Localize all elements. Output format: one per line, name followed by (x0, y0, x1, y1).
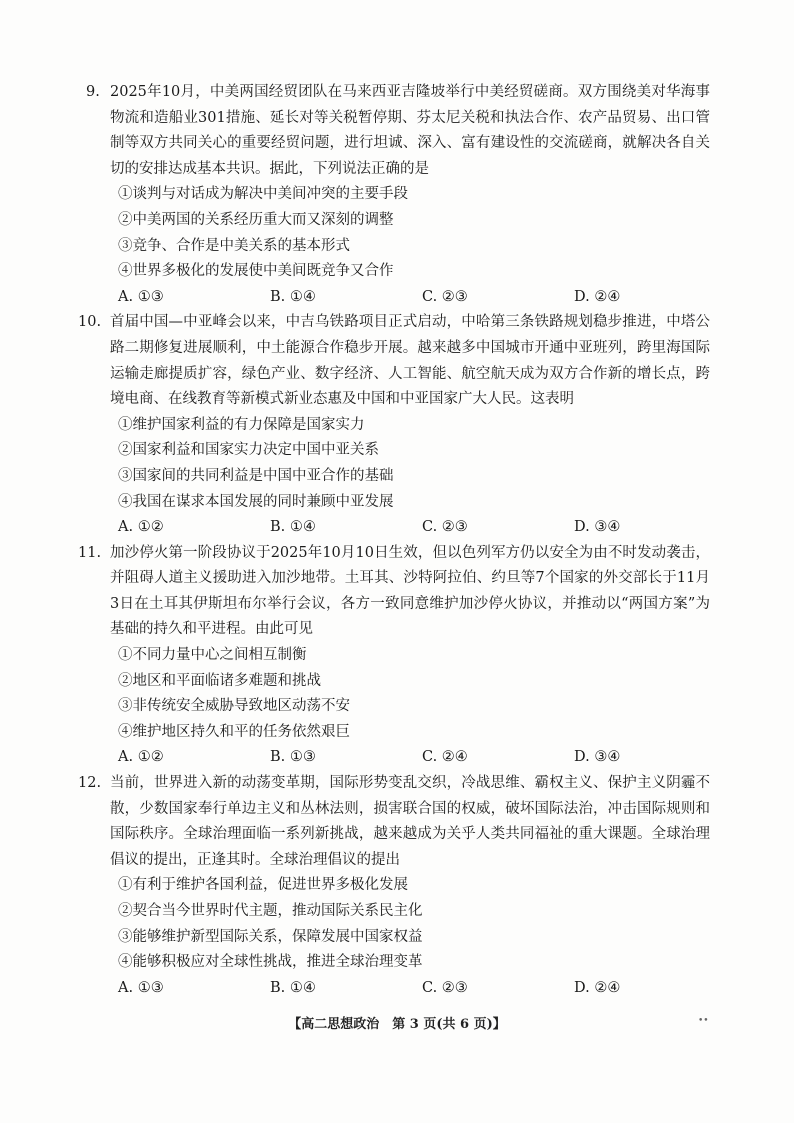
question-number: 10. (78, 314, 102, 331)
question-12 (78, 771, 710, 1001)
statement-item: ②契合当今世界时代主题，推动国际关系民主化 (118, 903, 423, 919)
choice-c[interactable]: C. ②③ (422, 979, 468, 996)
question-text: 2025年10月，中美两国经贸团队在马来西亚吉隆坡举行中美经贸磋商。双方围绕美对华海事物流和造船业301措施、延长对等关税暂停期、芬太尼关税和执法合作、农产品贸易、出口管制等双方共同关心的重要经贸问题，进行坦诚、深入、富有建设性的交流磋商，就解决各自关切的安排达成基本共识。据此，下列说法正确的是 (110, 84, 710, 177)
statement-list (88, 413, 710, 515)
question-stem (88, 80, 710, 182)
choice-d[interactable]: D. ②④ (574, 979, 621, 996)
question-stem (78, 541, 710, 643)
statement-item: ③国家间的共同利益是中国中亚合作的基础 (118, 467, 394, 484)
question-number: 11. (78, 544, 102, 561)
choice-b[interactable]: B. ①④ (270, 979, 316, 996)
statement-list (88, 643, 710, 745)
statement-item: ④我国在谋求本国发展的同时兼顾中亚发展 (118, 493, 394, 510)
answer-choices (88, 745, 710, 771)
choice-c[interactable]: C. ②③ (422, 288, 468, 305)
question-stem (78, 771, 710, 873)
statement-item: ②中美两国的关系经历重大而又深刻的调整 (118, 211, 394, 228)
choice-a[interactable]: A. ①② (118, 749, 164, 766)
page-footer: 【高二思想政治 第 3 页(共 6 页)】 (288, 1017, 506, 1032)
statement-item: ③非传统安全威胁导致地区动荡不安 (118, 698, 350, 715)
statement-item: ①不同力量中心之间相互制衡 (118, 647, 307, 664)
question-9 (88, 80, 710, 310)
question-number: 9. (86, 84, 100, 100)
questions-container (78, 80, 710, 1001)
statement-item: ②国家利益和国家实力决定中国中亚关系 (118, 442, 379, 459)
statement-item: ④世界多极化的发展使中美间既竞争又合作 (118, 263, 394, 280)
statement-list (88, 873, 710, 975)
choice-b[interactable]: B. ①④ (270, 288, 316, 305)
choice-a[interactable]: A. ①② (118, 519, 164, 536)
choice-a[interactable]: A. ①③ (118, 979, 164, 996)
choice-d[interactable]: D. ③④ (574, 519, 621, 536)
statement-item: ④维护地区持久和平的任务依然艰巨 (118, 723, 350, 740)
statement-item: ②地区和平面临诸多难题和挑战 (118, 672, 321, 689)
statement-item: ①谈判与对话成为解决中美间冲突的主要手段 (118, 186, 408, 203)
answer-choices (88, 976, 710, 1002)
question-10 (78, 310, 710, 540)
question-text: 当前，世界进入新的动荡变革期，国际形势变乱交织，冷战思维、霸权主义、保护主义阴霾不散，少数国家奉行单边主义和丛林法则，损害联合国的权威，破坏国际法治，冲击国际规则和国际秩序。全球治理面临一系列新挑战，越来越成为关乎人类共同福祉的重大课题。全球治理倡议的提出，正逢其时。全球治理倡议的提出 (110, 775, 710, 868)
statement-item: ③竞争、合作是中美关系的基本形式 (118, 237, 350, 254)
choice-c[interactable]: C. ②④ (422, 749, 468, 766)
statement-item: ①维护国家利益的有力保障是国家实力 (118, 416, 365, 433)
footer-mark: •• (698, 1016, 709, 1026)
question-number: 12. (78, 775, 102, 792)
question-11 (78, 541, 710, 771)
choice-b[interactable]: B. ①④ (270, 519, 316, 536)
choice-b[interactable]: B. ①③ (270, 749, 316, 766)
statement-item: ③能够维护新型国际关系，保障发展中国家权益 (118, 928, 423, 945)
question-text: 首届中国—中亚峰会以来，中吉乌铁路项目正式启动，中哈第三条铁路规划稳步推进，中塔公路二期修复进展顺利，中土能源合作稳步开展。越来越多中国城市开通中亚班列，跨里海国际运输走廊提质扩容，绿色产业、数字经济、人工智能、航空航天成为双方合作新的增长点，跨境电商、在线教育等新模式新业态惠及中国和中亚国家广大人民。这表明 (110, 314, 710, 408)
choice-a[interactable]: A. ①③ (118, 288, 164, 305)
statement-item: ④能够积极应对全球性挑战，推进全球治理变革 (118, 954, 423, 971)
choice-d[interactable]: D. ③④ (574, 749, 621, 766)
answer-choices (88, 285, 710, 311)
question-stem (78, 310, 710, 412)
choice-c[interactable]: C. ②③ (422, 519, 468, 536)
statement-list (88, 182, 710, 284)
choice-d[interactable]: D. ②④ (574, 288, 621, 305)
statement-item: ①有利于维护各国利益，促进世界多极化发展 (118, 877, 408, 894)
answer-choices (88, 515, 710, 541)
question-text: 加沙停火第一阶段协议于2025年10月10日生效，但以色列军方仍以安全为由不时发动袭击，并阻碍人道主义援助进入加沙地带。土耳其、沙特阿拉伯、约旦等7个国家的外交部长于11月3日在土耳其伊斯坦布尔举行会议，各方一致同意维护加沙停火协议，并推动以“两国方案”为基础的持久和平进程。由此可见 (110, 544, 710, 638)
